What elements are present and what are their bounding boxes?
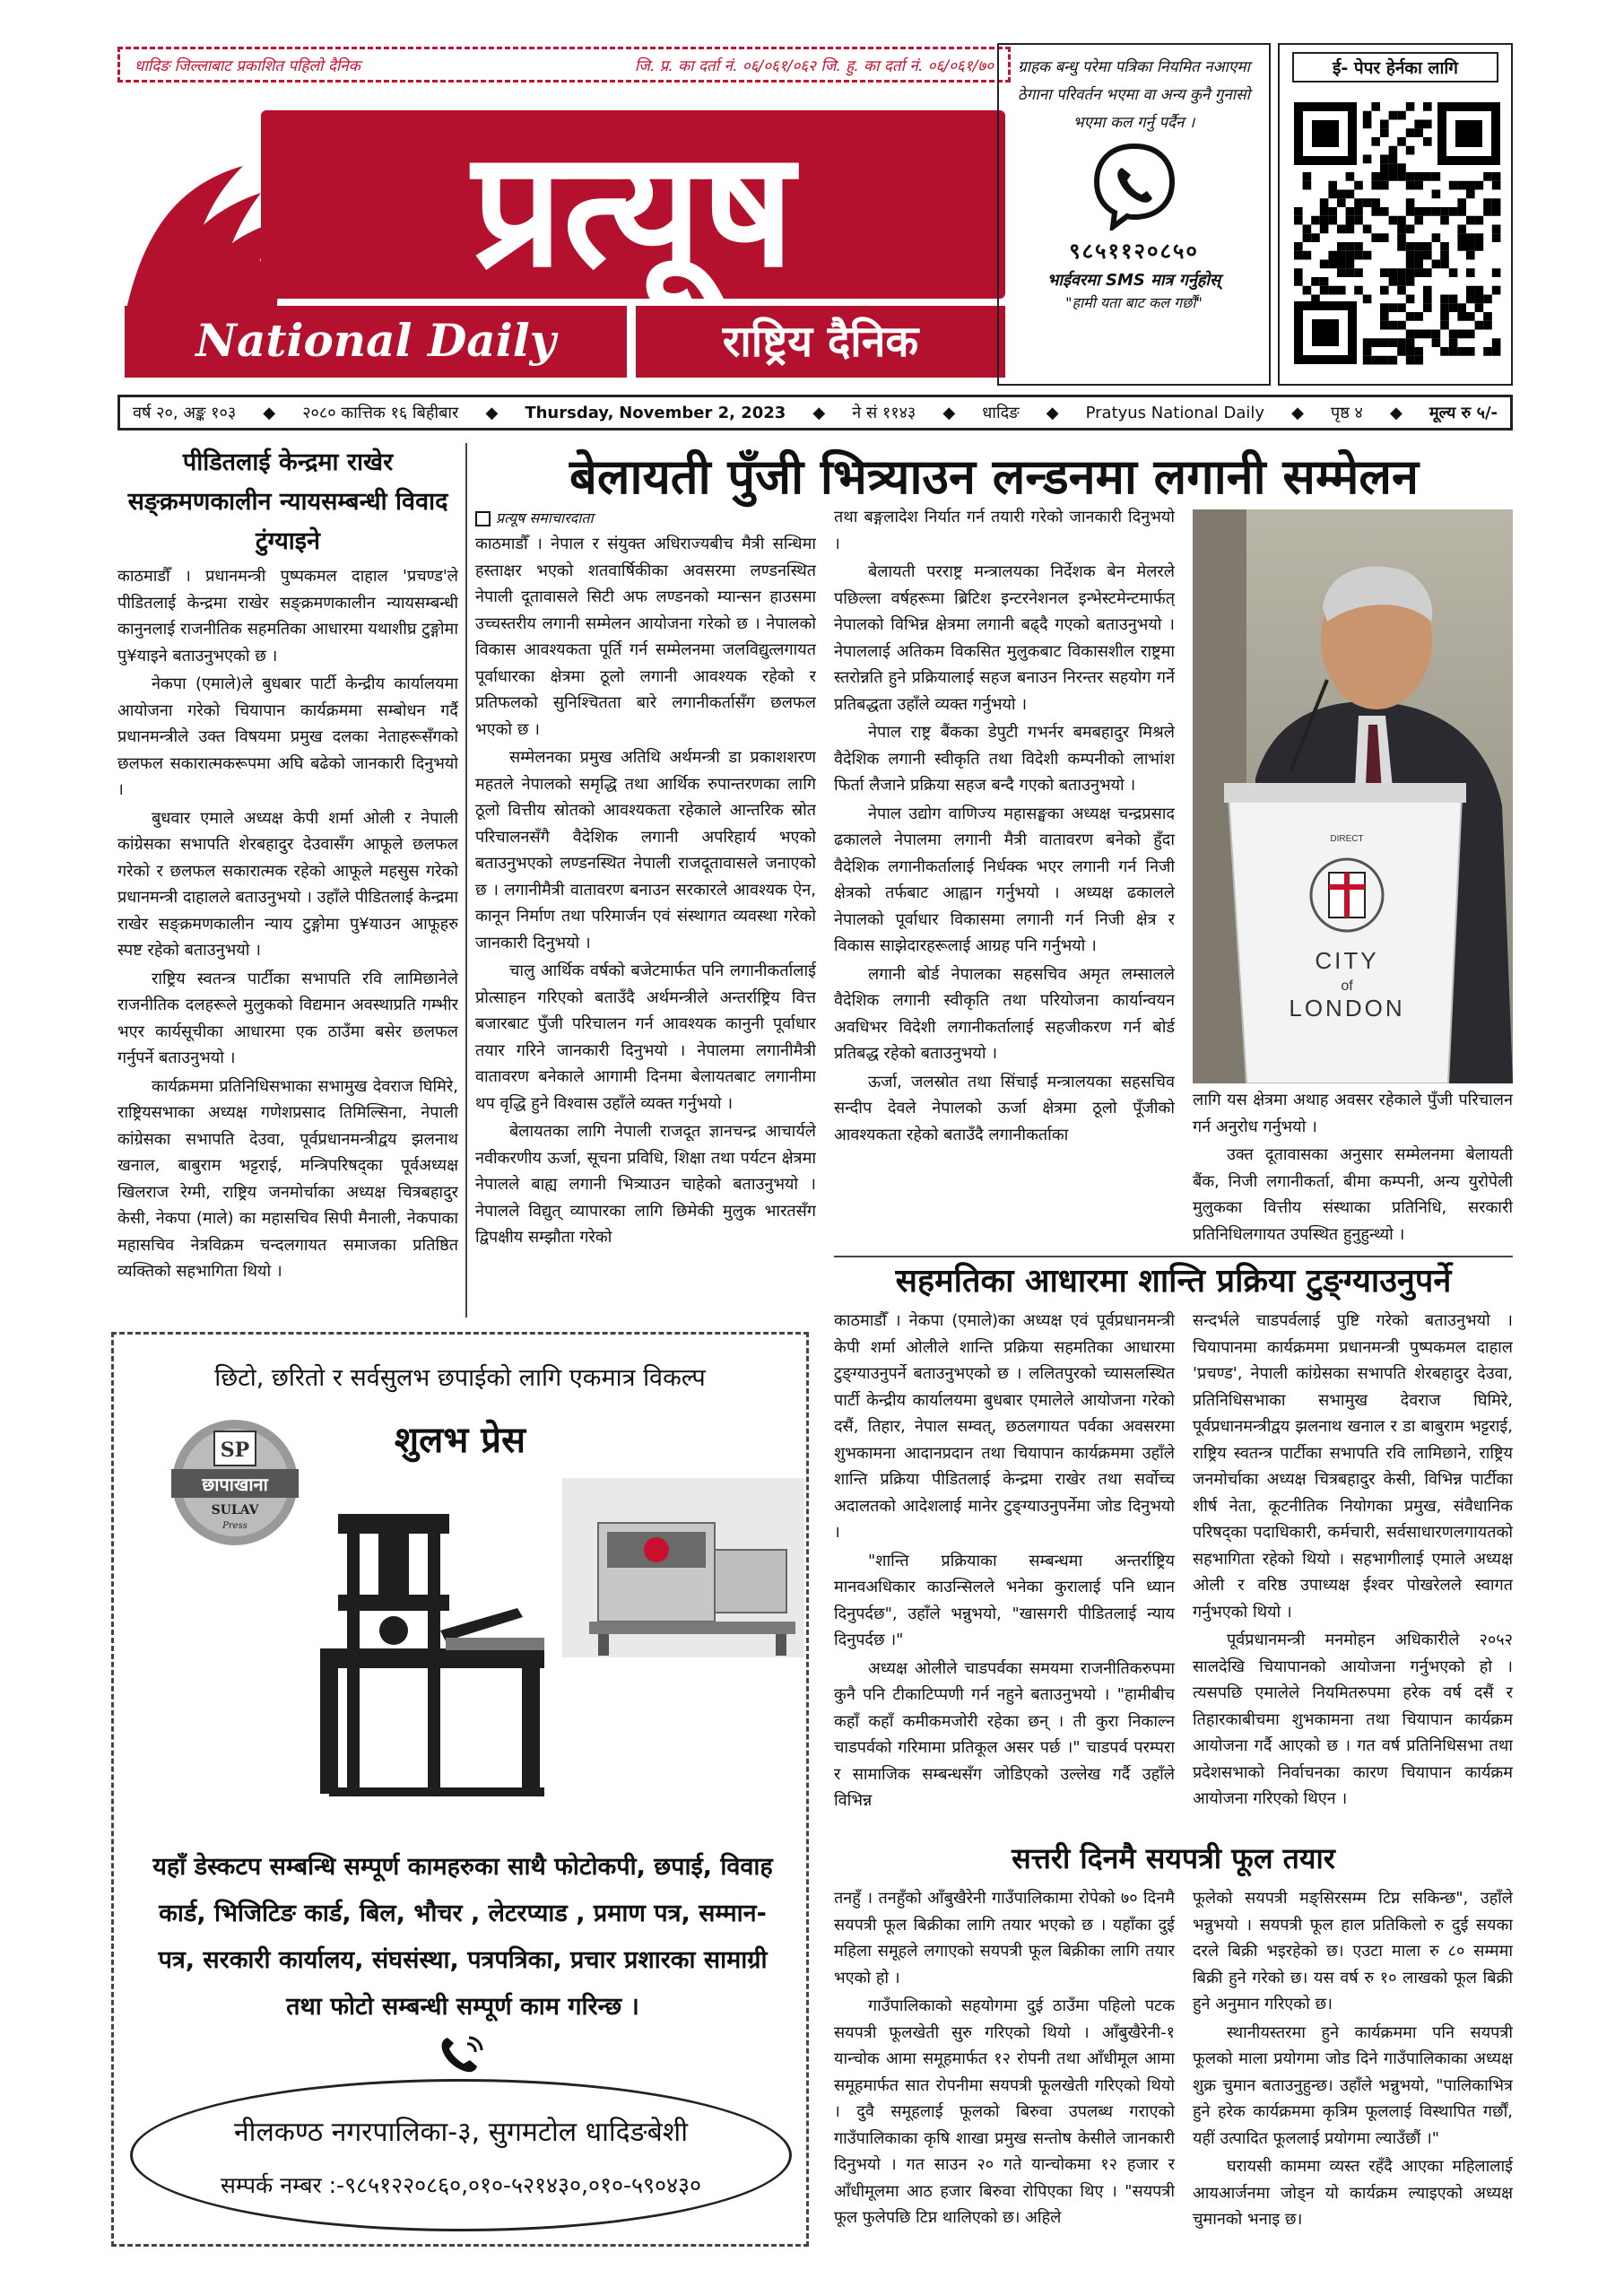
viber-icon (1090, 141, 1179, 230)
english-date: November 2, 2023 (619, 403, 786, 422)
subscriber-notice-box (997, 43, 1271, 386)
qr-code-icon[interactable] (1290, 99, 1504, 368)
sulav-logo (168, 1415, 302, 1550)
offset-press-image (562, 1478, 804, 1657)
masthead-nepali: राष्ट्रिय दैनिक (722, 317, 919, 367)
paragraph: नेपाल उद्योग वाणिज्य महासङ्घका अध्यक्ष चन्द्रप्रसाद ढकालले नेपालमा लगानी मैत्री वातावरण बनेको हुँदा वैदेशिक लगानीकर्तालाई निर्धक्क भएर लगानी गर्न निजी क्षेत्रको तर्फबाट आह्वान गर्नुभयो । अध्यक्ष ढकालले नेपालको पूर्वाधार विकासमा लगानी गर्न निजी क्षेत्र र विकास साझेदारहरूलाई आग्रह पनि गर्नुभयो । (834, 804, 1175, 955)
paper-name: Pratyus National Daily (1085, 403, 1265, 422)
sign-city-text: CITY (1315, 947, 1379, 974)
logo-sub: Press (222, 1521, 248, 1531)
paragraph: बेलायती परराष्ट्र मन्त्रालयका निर्देशक बेन मेलरले पछिल्ला वर्षहरूमा ब्रिटिश इन्टरनेशनल इन्भेस्टमेन्टमार्फत् नेपालको विभिन्न क्षेत्रमा लगानी बढ्दै गएको बताउनुभयो । नेपाललाई अतिकम विकसित मुलुकबाट विकासशील राष्ट्रमा स्तरोन्नति हुने प्रक्रियालाई सहज बनाउन निरन्तर सहयोग गर्ने प्रतिबद्धता उहाँले व्यक्त गर्नुभयो । (834, 562, 1175, 714)
paragraph: बेलायतका लागि नेपाली राजदूत ज्ञानचन्द्र आचार्यले नवीकरणीय ऊर्जा, सूचना प्रविधि, शिक्षा तथा पर्यटन क्षेत्रमा नेपालले बाह्य लगानी भित्र्याउन चाहेको बताउनुभयो । नेपालले विद्युत् व्यापारका लागि छिमेकी मुलुक भारतसँग द्विपक्षीय सम्झौता गरेको (475, 1122, 816, 1247)
hand-press-image (293, 1496, 562, 1819)
paragraph: बुधवार एमाले अध्यक्ष केपी शर्मा ओली र नेपाली कांग्रेसका सभापति शेरबहादुर देउवासँग आफूले छलफल गरेको र छलफल सकारात्मक रहेको आफूले महसुस गरेको प्रधानमन्त्री दाहालले बताउनुभयो । उहाँले पीडितलाई केन्द्रमा राखेर सङ्क्रमणकालीन न्याय टुङ्गोमा पु¥याउन आफूहरु स्पष्ट रहेको बताउनुभयो । (117, 808, 458, 960)
flower-article-col1 (834, 1885, 1175, 2262)
paragraph: सम्मेलनका प्रमुख अतिथि अर्थमन्त्री डा प्रकाशशरण महतले नेपालको समृद्धि तथा आर्थिक रुपान्तरणका लागि ठूलो वित्तीय स्रोतको आवश्यकता रहेकाले आन्तरिक स्रोत परिचालनसँगै वैदेशिक लगानी अपरिहार्य भएको बताउनुभएको लण्डनस्थित नेपाली राजदूतावासले जनाएको छ । लगानीमैत्री वातावरण बनाउन सरकारले आवश्यक ऐन, कानून निर्माण तथा परिमार्जन एवं संस्थागत व्यवस्था गरेको जानकारी दिनुभयो । (475, 748, 816, 952)
weekday: Thursday, (525, 403, 614, 422)
notice-text: ग्राहक बन्धु परेमा पत्रिका नियमित नआएमा ठेगाना परिवर्तन भएमा वा अन्य कुनै गुनासो भएमा कल गर्नु पर्दैन । (1017, 58, 1251, 132)
bullet-icon: ◆ (1389, 403, 1403, 422)
page-number: पृष्ठ ४ (1331, 404, 1363, 422)
byline-box-icon (475, 511, 491, 526)
paragraph: स्थानीयस्तरमा हुने कार्यक्रममा पनि सयपत्री फूलको माला प्रयोगमा जोड दिने गाउँपालिकाका अध्यक्ष शुक्र चुमान बताउनुहुन्छ। उहाँले भन्नुभयो, "पालिकाभित्र हुने हरेक कार्यक्रममा कृत्रिम फूललाई विस्थापित गर्छौं, यहीं उत्पादित फूललाई प्रयोगमा ल्याउँछौं ।" (1193, 2022, 1513, 2148)
registration-strip (117, 47, 1011, 83)
paragraph: गाउँपालिकाको सहयोगमा दुई ठाउँमा पहिलो पटक सयपत्री फूलखेती सुरु गरिएको थियो । आँबुखैरेनी-१ यान्चोक आमा समूहमार्फत १२ रोपनी तथा आँधीमूल आमा समूहमार्फत सात रोपनीमा सयपत्री फूलखेती गरिएको थियो । दुवै समूहलाई फूलको बिरुवा उपलब्ध गराएको गाउँपालिकाका कृषि शाखा प्रमुख सन्तोष केसीले जानकारी दिनुभयो । गत साउन २० गते यान्चोकमा १२ हजार र आँधीमूलमा आठ हजार बिरुवा रोपिएका थिए । "सयपत्री फूल फुलेपछि टिप्न थालिएको छ। अहिले (834, 1996, 1175, 2227)
place: धादिङ (982, 404, 1020, 422)
paragraph: लागि यस क्षेत्रमा अथाह अवसर रहेकाले पुँजी परिचालन गर्न अनुरोध गर्नुभयो । (1193, 1091, 1513, 1136)
left-article-headline: पीडितलाई केन्द्रमा राखेर सङ्क्रमणकालीन न्यायसम्बन्धी विवाद टुंग्याइने (127, 448, 448, 555)
bullet-icon: ◆ (485, 403, 499, 422)
logo-english: SULAV (211, 1503, 259, 1518)
sign-london-text: LONDON (1289, 995, 1405, 1022)
paragraph: घरायसी काममा व्यस्त रहँदै आएका महिलालाई आयआर्जनमा जोड्न यो कार्यक्रम ल्याइएको अध्यक्ष चुमानको भनाइ छ। (1193, 2157, 1513, 2229)
viber-instruction: भाईवरमा SMS मात्र गर्नुहोस् (1046, 271, 1221, 290)
masthead-logo-graphic (117, 94, 1011, 383)
strip-left-text: धादिङ जिल्लाबाट प्रकाशित पहिलो दैनिक (135, 57, 360, 75)
paragraph: काठमाडौँ । नेपाल र संयुक्त अधिराज्यबीच मैत्री सन्धिमा हस्ताक्षर भएको शतवार्षिकीका अवसरमा लण्डनस्थित नेपाली दूतावासले सिटी अफ लण्डनको म्यान्सन हाउसमा उच्चस्तरीय लगानी सम्मेलन आयोजना गरेको छ । नेपालको विकास आवश्यकता पूर्ति गर्न सम्मेलनमा जलविद्युत्लगायत पूर्वाधारका क्षेत्रमा ठूलो लगानी आवश्यक रहेको र प्रतिफलको सुनिश्चितता बारे लगानीकर्तासँग छलफल भएको छ । (475, 535, 816, 739)
bullet-icon: ◆ (1291, 403, 1304, 422)
nepali-date: २०८० कात्तिक १६ बिहीबार (302, 404, 459, 422)
paragraph: कार्यक्रममा प्रतिनिधिसभाका सभामुख देवराज घिमिरे, राष्ट्रियसभाका अध्यक्ष गणेशप्रसाद तिमिल्सिना, नेपाली कांग्रेसका सभापति देउवा, पूर्वप्रधानमन्त्रीद्वय झलनाथ खनाल, बाबुराम भट्टराई, मन्त्रिपरिषद्का पूर्वअध्यक्ष खिलराज रेग्मी, राष्ट्रिय जनमोर्चाका अध्यक्ष चित्रबहादुर केसी, नेकपा (माले) का महासचिव सिपी मैनाली, नेकपाका महासचिव नेत्रविक्रम चन्दलगायत समाजका प्रतिष्ठित व्यक्तिको सहभागिता थियो । (117, 1076, 458, 1281)
ad-tagline: छिटो, छरितो र सर्वसुलभ छपाईको लागि एकमात्र विकल्प (214, 1364, 706, 1392)
main-article-col3 (1193, 1087, 1513, 1248)
viber-tagline: "हामी यता बाट कल गर्छौं" (1065, 294, 1203, 311)
epaper-label: ई- पेपर हेर्नका लागि (1292, 52, 1498, 83)
issue-info-bar (117, 395, 1513, 430)
speaker-photo (1193, 509, 1513, 1083)
paragraph: तथा बङ्गलादेश निर्यात गर्न तयारी गरेको जानकारी दिनुभयो । (834, 508, 1175, 553)
volume-issue: वर्ष २०, अङ्क १०३ (133, 404, 237, 422)
peace-article-col2 (1193, 1308, 1513, 1810)
ad-address: नीलकण्ठ नगरपालिका-३, सुगमटोल धादिङबेशी (234, 2117, 688, 2148)
bullet-icon: ◆ (263, 403, 276, 422)
paragraph: अध्यक्ष ओलीले चाडपर्वका समयमा राजनीतिकरुपमा कुनै पनि टीकाटिप्पणी गर्न नहुने बताउनुभयो । "हामीबीच कहाँ कहाँ कमीकमजोरी रहेका छन् । ती कुरा निकाल्न चाडपर्वको गरिमामा प्रतिकूल असर पर्छ ।" चाडपर्व परम्परा र सामाजिक सम्बन्धसँग जोडिएको उल्लेख गर्दै उहाँले विभिन्न (834, 1658, 1175, 1810)
bullet-icon: ◆ (942, 403, 956, 422)
paragraph: तनहुँ । तनहुँको आँबुखैरेनी गाउँपालिकामा रोपेको ७० दिनमै सयपत्री फूल बिक्रीका लागि तयार भएको छ । यहाँका दुई महिला समूहले लगाएको सयपत्री फूल बिक्रीका लागि तयार भएको हो । (834, 1889, 1175, 1987)
sign-of-text: of (1341, 978, 1353, 994)
main-article-col2 (834, 504, 1175, 1248)
masthead-title: प्रत्यूष (472, 117, 795, 302)
left-article-body (117, 563, 458, 1317)
nepal-era: ने सं ११४३ (852, 404, 916, 422)
flower-article-col2 (1193, 1885, 1513, 2262)
paragraph: सन्दर्भले चाडपर्वलाई पुष्टि गरेको बताउनुभयो । चियापानमा कार्यक्रममा प्रधानमन्त्री पुष्पकमल दाहाल 'प्रचण्ड', नेपाली कांग्रेसका सभापति शेरबहादुर देउवा, प्रतिनिधिसभाका सभामुख देवराज घिमिरे, पूर्वप्रधानमन्त्रीद्वय झलनाथ खनाल र डा बाबुराम भट्टराई, राष्ट्रिय स्वतन्त्र पार्टीका सभापति रवि लामिछाने, राष्ट्रिय जनमोर्चाका अध्यक्ष चित्रबहादुर केसी, विभिन्न पार्टीका शीर्ष नेता, कूटनीतिक नियोगका प्रमुख, संवैधानिक परिषद्का पदाधिकारी, कर्मचारी, सर्वसाधारणलगायतको सहभागिता रहेको थियो । सहभागीलाई एमाले अध्यक्ष ओली र वरिष्ठ उपाध्यक्ष ईश्वर पोखरेलले स्वागत गर्नुभएको थियो । (1193, 1311, 1513, 1622)
paragraph: पूर्वप्रधानमन्त्री मनमोहन अधिकारीले २०५२ सालदेखि चियापानको आयोजना गर्नुभएको हो । त्यसपछि एमालेले नियमितरुपमा हरेक वर्ष दसैं र तिहारकाबीचमा शुभकामना तथा चियापान कार्यक्रम आयोजना गर्दै आएको छ । गत वर्ष प्रतिनिधिसभा तथा प्रदेशसभाको निर्वाचनका कारण चियापान कार्यक्रम आयोजना गरिएको थिएन । (1193, 1631, 1513, 1808)
masthead (117, 94, 1011, 383)
main-article-headline: बेलायती पुँजी भित्र्याउन लन्डनमा लगानी सम्मेलन (569, 448, 1419, 505)
epaper-qr-box (1278, 43, 1513, 386)
paragraph: काठमाडौँ । नेकपा (एमाले)का अध्यक्ष एवं पूर्वप्रधानमन्त्री केपी शर्मा ओलीले शान्ति प्रक्रिया सहमतिका आधारमा टुङ्ग्याउनुपर्ने बताउनुभएको छ । ललितपुरको च्यासलस्थित पार्टी केन्द्रीय कार्यालयमा बुधबार एमालेले आयोजना गरेको दसैं, तिहार, नेपाल सम्वत्, छठलगायत पर्वका अवसरमा शुभकामना आदानप्रदान तथा चियापान कार्यक्रममा उहाँले शान्ति प्रक्रिया पीडितलाई केन्द्रमा राखेर तथा सर्वोच्च अदालतको आदेशलाई मानेर टुङ्ग्याउनुपर्नेमा जोड दिनुभयो । (834, 1311, 1175, 1542)
strip-right-text: जि. प्र. का दर्ता नं. ०६/०६१/०६२ जि. हु. का दर्ता नं. ०६/०६१/७० (634, 57, 994, 75)
peace-article-headline: सहमतिका आधारमा शान्ति प्रक्रिया टुङ्ग्याउनुपर्ने (834, 1256, 1513, 1302)
viber-number: ९८५११२०८५० (1069, 239, 1199, 264)
masthead-english: National Daily (195, 314, 556, 367)
phone-icon (439, 2034, 485, 2074)
ad-title: शुलभ प्रेस (394, 1420, 526, 1461)
bullet-icon: ◆ (812, 403, 826, 422)
main-article-col1 (475, 531, 816, 1318)
paragraph: "शान्ति प्रक्रियाका सम्बन्धमा अन्तर्राष्ट्रिय मानवअधिकार काउन्सिलले भनेका कुरालाई पनि ध्यान दिनुपर्दछ", उहाँले भन्नुभयो, "खासगरी पीडितलाई न्याय दिनुपर्दछ ।" (834, 1551, 1175, 1649)
ad-contact-oval (130, 2079, 792, 2231)
sulav-press-advertisement (111, 1332, 809, 2247)
paragraph: काठमाडौँ । प्रधानमन्त्री पुष्पकमल दाहाल 'प्रचण्ड'ले पीडितलाई केन्द्रमा राखेर सङ्क्रमणकालीन न्यायसम्बन्धी कानुनलाई राजनीतिक सहमतिका आधारमा यथाशीघ्र टुङ्गोमा पु¥याइने बताउनुभएको छ । (117, 567, 458, 665)
paragraph: नेकपा (एमाले)ले बुधबार पार्टी केन्द्रीय कार्यालयमा आयोजना गरेको चियापान कार्यक्रममा सम्बोधन गर्दै प्रधानमन्त्रीले उक्त विषयमा प्रमुख दलका नेताहरूसँगको छलफल सकारात्मकरूपमा अघि बढेको जानकारी दिनुभयो । (117, 674, 458, 799)
sign-direct-text: DIRECT (1330, 834, 1364, 844)
bullet-icon: ◆ (1046, 403, 1059, 422)
logo-initials: SP (220, 1439, 250, 1462)
logo-nepali: छापाखाना (202, 1474, 268, 1495)
paragraph: उक्त दूतावासका अनुसार सम्मेलनमा बेलायती बैंक, निजी लगानीकर्ता, बीमा कम्पनी, अन्य युरोपेली मुलुकका वित्तीय संस्थाका प्रतिनिधि, सरकारी प्रतिनिधिलगायत उपस्थित हुनुहुन्थ्यो । (1193, 1145, 1513, 1244)
byline-text: प्रत्यूष समाचारदाता (496, 509, 594, 526)
paragraph: चालु आर्थिक वर्षको बजेटमार्फत पनि लगानीकर्तालाई प्रोत्साहन गरिएको बताउँदै अर्थमन्त्रीले अन्तर्राष्ट्रिय वित्त बजारबाट पुँजी परिचालन गर्न आवश्यक कानुनी पूर्वाधार तयार गरिने जानकारी दिनुभयो । नेपालमा लगानीमैत्री वातावरण बनेकाले आगामी दिनमा बेलायतबाट लगानीमा थप वृद्धि हुने विश्वास उहाँले व्यक्त गर्नुभयो । (475, 961, 816, 1113)
price: मूल्य रु ५/- (1429, 404, 1498, 422)
peace-article-col1 (834, 1308, 1175, 1837)
flower-article-headline: सत्तरी दिनमै सयपत्री फूल तयार (1012, 1841, 1335, 1875)
paragraph: नेपाल राष्ट्र बैंकका डेपुटी गभर्नर बमबहादुर मिश्रले वैदेशिक लगानी स्वीकृति तथा विदेशी कम्पनीको लाभांश फिर्ता लैजाने प्रक्रिया सहज बन्दै गएको बताउनुभयो । (834, 723, 1175, 795)
paragraph: लगानी बोर्ड नेपालका सहसचिव अमृत लम्सालले वैदेशिक लगानी स्वीकृति तथा परियोजना कार्यान्वयन अवधिभर विदेशी लगानीकर्तालाई सहजीकरण गर्न बोर्ड प्रतिबद्ध रहेको बताउनुभयो । (834, 964, 1175, 1063)
paragraph: राष्ट्रिय स्वतन्त्र पार्टीका सभापति रवि लामिछानेले राजनीतिक दलहरूले मुलुकको विद्यमान अवस्थाप्रति गम्भीर भएर कार्यसूचीका आधारमा एक ठाउँमा बसेर छलफल गर्नुपर्ने बताउनुभयो । (117, 969, 458, 1067)
column-divider (465, 443, 467, 1318)
byline (475, 508, 594, 527)
paragraph: ऊर्जा, जलस्रोत तथा सिंचाई मन्त्रालयका सहसचिव सन्दीप देवले नेपालको ऊर्जा क्षेत्रमा ठूलो पूँजीको आवश्यकता रहेको बताउँदै लगानीकर्ताका (834, 1072, 1175, 1144)
ad-services-text: यहाँ डेस्कटप सम्बन्धि सम्पूर्ण कामहरुका साथै फोटोकपी, छपाई, विवाह कार्ड, भिजिटिङ कार्ड, बिल, भौचर , लेटरप्याड , प्रमाण पत्र, सम्मान-पत्र, सरकारी कार्यालय, संघसंस्था, पत्रपत्रिका, प्रचार प्रशारका सामाग्री तथा फोटो सम्बन्धी सम्पूर्ण काम गरिन्छ । (152, 1853, 773, 2021)
paragraph: फूलेको सयपत्री मङ्सिरसम्म टिप्न सकिन्छ", उहाँले भन्नुभयो । सयपत्री फूल हाल प्रतिकिलो रु दुई सयका दरले बिक्री भइरहेको छ। एउटा माला रु ८० सम्ममा बिक्री हुने गरेको छ। यस वर्ष रु १० लाखको फूल बिक्री हुने अनुमान गरिएको छ। (1193, 1889, 1513, 2013)
ad-contact-number: सम्पर्क नम्बर :-९८५१२२०८६०,०१०-५२१४३०,०१०-५९०४३० (220, 2172, 702, 2198)
